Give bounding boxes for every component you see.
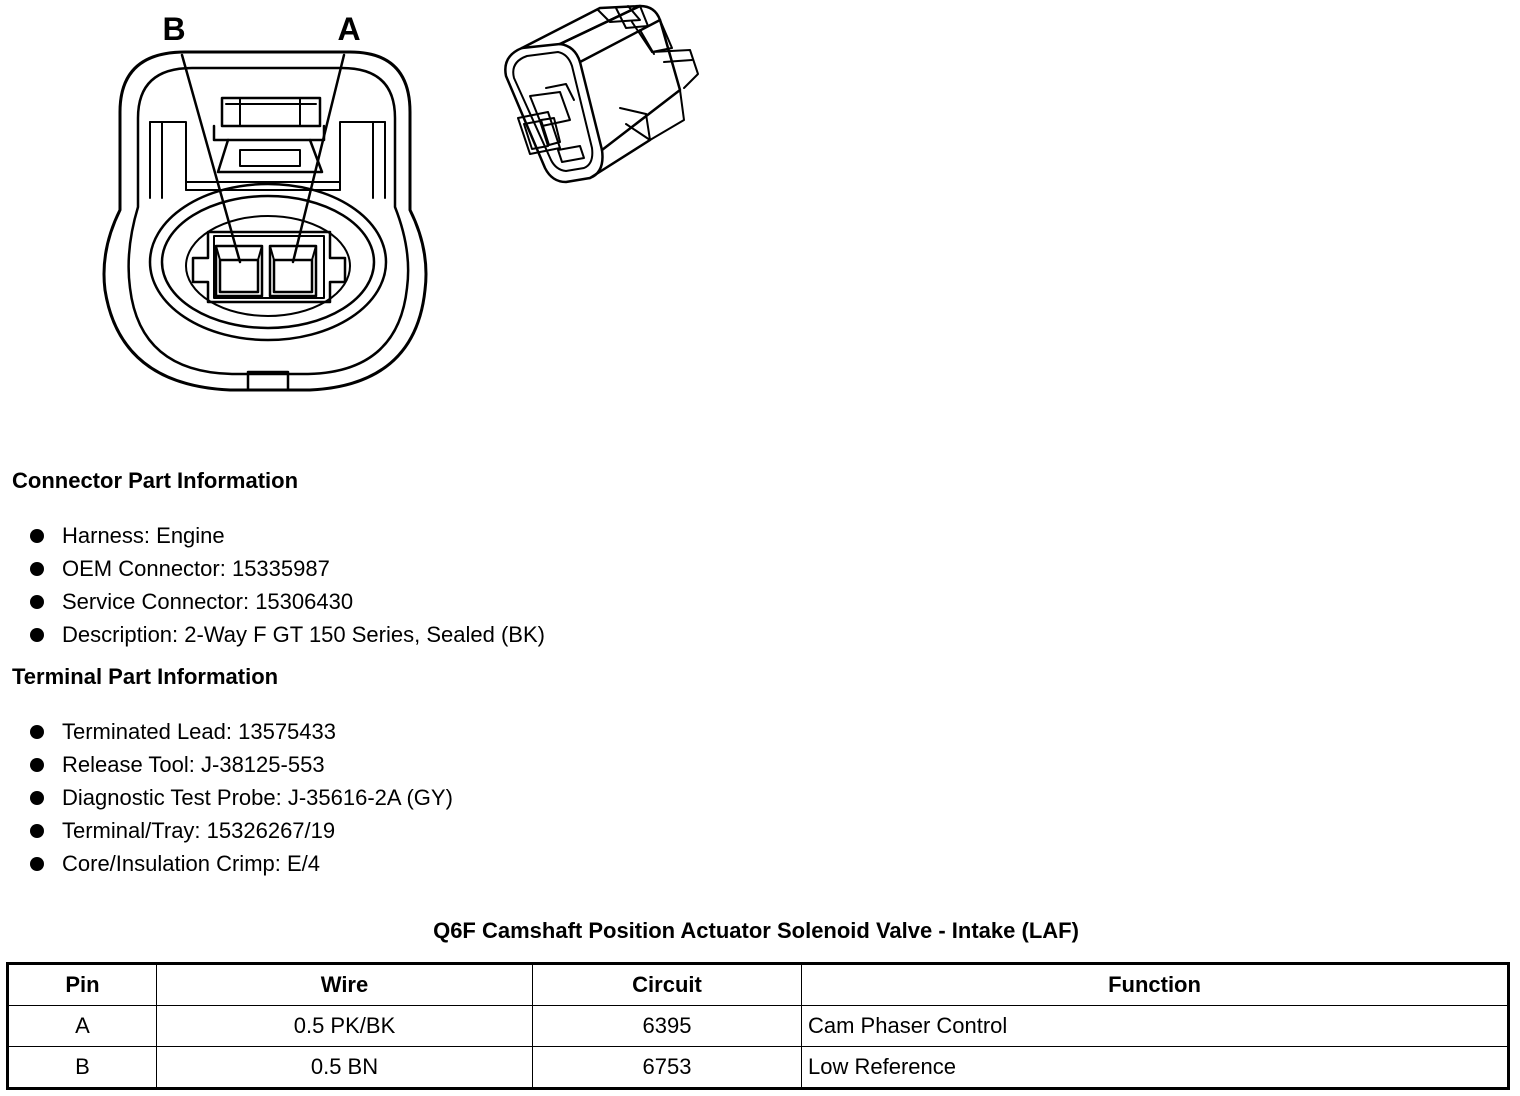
cell-wire: 0.5 BN	[157, 1047, 533, 1089]
terminal-part-info-list	[28, 715, 453, 880]
list-item: Diagnostic Test Probe: J-35616-2A (GY)	[28, 781, 453, 814]
cell-wire: 0.5 PK/BK	[157, 1006, 533, 1047]
cell-function: Low Reference	[802, 1047, 1509, 1089]
cavity-b	[216, 246, 262, 296]
connector-isometric-view	[505, 6, 698, 182]
header-wire: Wire	[157, 964, 533, 1006]
pin-table-title: Q6F Camshaft Position Actuator Solenoid Valve - Intake (LAF)	[433, 918, 1079, 943]
table-row	[8, 1006, 1509, 1047]
table-row	[8, 1047, 1509, 1089]
pin-table	[6, 962, 1510, 1090]
list-item: Terminated Lead: 13575433	[28, 715, 453, 748]
list-item: Terminal/Tray: 15326267/19	[28, 814, 453, 847]
list-item: Harness: Engine	[28, 519, 545, 552]
cavity-a	[270, 246, 316, 296]
cell-function: Cam Phaser Control	[802, 1006, 1509, 1047]
connector-part-info-title: Connector Part Information	[12, 468, 299, 493]
cell-circuit: 6395	[533, 1006, 802, 1047]
header-circuit: Circuit	[533, 964, 802, 1006]
connector-part-info-list	[28, 519, 545, 651]
list-item: Core/Insulation Crimp: E/4	[28, 847, 453, 880]
list-item: OEM Connector: 15335987	[28, 552, 545, 585]
pin-label-a: A	[337, 11, 361, 47]
cell-pin: A	[8, 1006, 157, 1047]
header-pin: Pin	[8, 964, 157, 1006]
connector-face-view	[104, 52, 426, 390]
connector-diagram	[0, 0, 760, 420]
header-function: Function	[802, 964, 1509, 1006]
pin-label-b: B	[162, 11, 186, 47]
terminal-part-info-title: Terminal Part Information	[12, 664, 279, 689]
list-item: Description: 2-Way F GT 150 Series, Sealed (BK)	[28, 618, 545, 651]
cell-pin: B	[8, 1047, 157, 1089]
table-header-row	[8, 964, 1509, 1006]
cell-circuit: 6753	[533, 1047, 802, 1089]
list-item: Release Tool: J-38125-553	[28, 748, 453, 781]
list-item: Service Connector: 15306430	[28, 585, 545, 618]
